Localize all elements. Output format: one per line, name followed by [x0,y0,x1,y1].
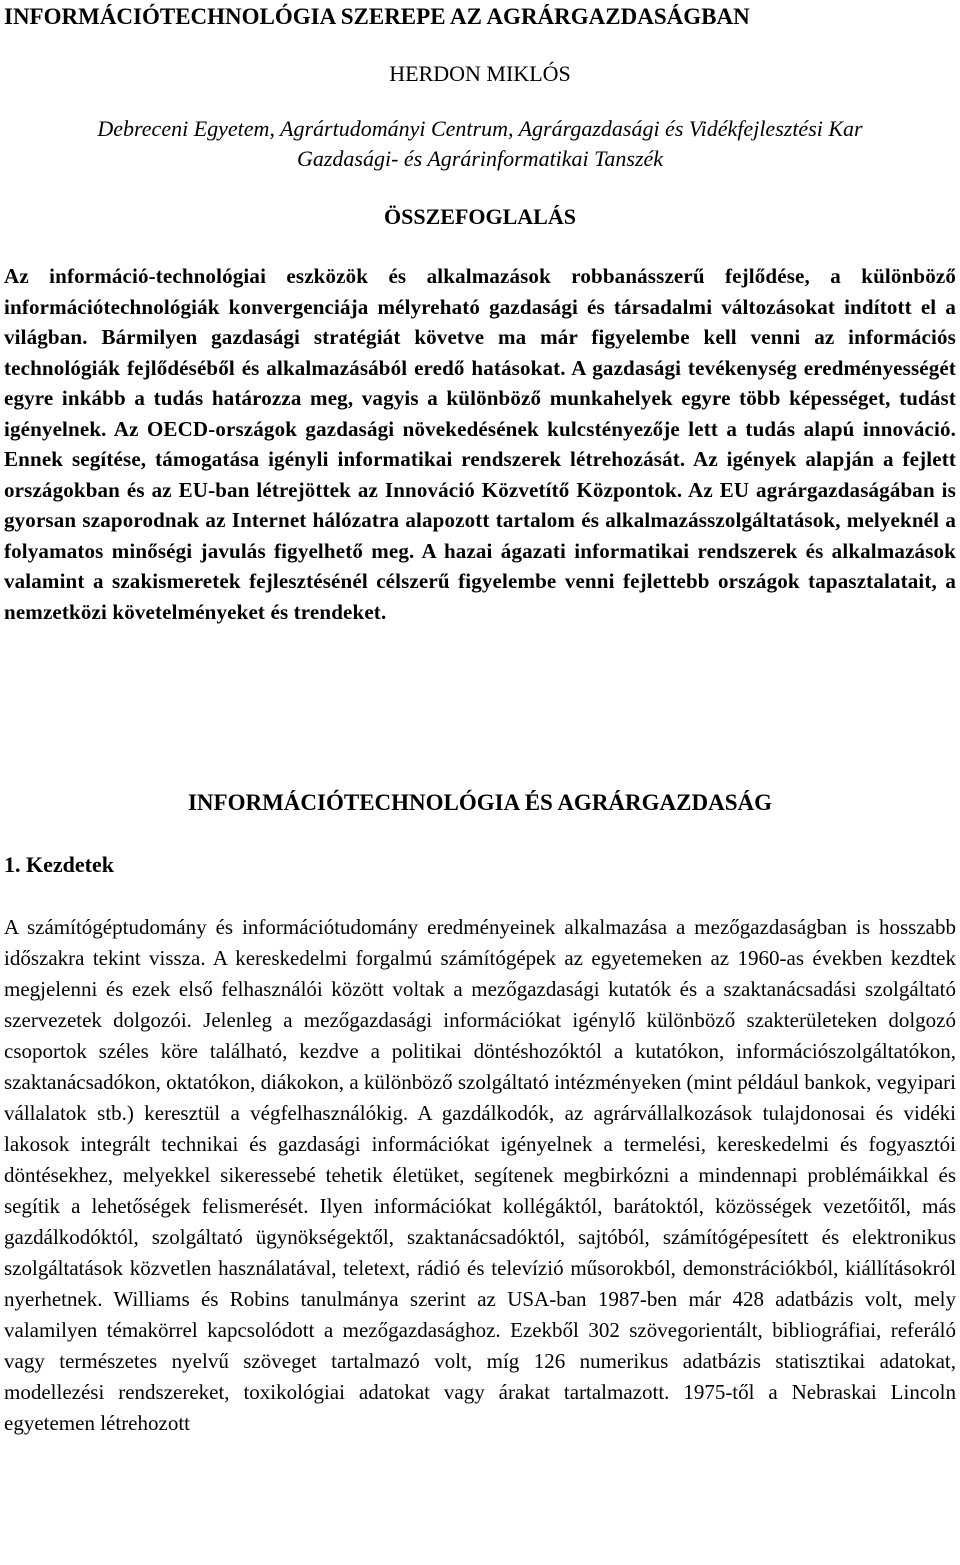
subsection-title: 1. Kezdetek [4,852,114,877]
paper-title: INFORMÁCIÓTECHNOLÓGIA SZEREPE AZ AGRÁRGAZDASÁGBAN [4,4,750,29]
section-title: INFORMÁCIÓTECHNOLÓGIA ÉS AGRÁRGAZDASÁG [187,790,773,815]
abstract-text: Az információ-technológiai eszközök és alkalmazások robbanásszerű fejlődése, a különböző információtechnológiák konvergenciája mélyreható gazdasági és társadalmi változásokat indított el a világban. Bármilyen gazdasági stratégiát követve ma már figyelembe kell venni az információs technológiák fejlődéséből és alkalmazásából eredő hatásokat. A gazdasági tevékenység eredményességét egyre inkább a tudás határozza meg, vagyis a különböző munkahelyek egyre több képességet, tudást igényelnek. Az OECD-országok gazdasági növekedésének kulcstényezője lett a tudás alapú innováció. Ennek segítése, támogatása igényli informatikai rendszerek létrehozását. Az igények alapján a fejlett országokban és az EU-ban létrejöttek az Innováció Közvetítő Központok. Az EU agrárgazdaságában is gyorsan szaporodnak az Internet hálózatra alapozott tartalom és alkalmazásszolgáltatások, melyeknél a folyamatos minőségi javulás figyelhető meg. A hazai ágazati informatikai rendszerek és alkalmazások valamint a szakismeretek fejlesztésénél célszerű figyelembe venni fejlettebb országok tapasztalatait, a nemzetközi követelményeket és trendeket. [4,264,956,624]
author-name: HERDON MIKLÓS [389,61,571,86]
body-paragraph: A számítógéptudomány és információtudomány eredményeinek alkalmazása a mezőgazdaságban is hosszabb időszakra tekint vissza. A kereskedelmi forgalmú számítógépek az egyetemeken az 1960-as években kezdtek megjelenni és ezek első felhasználói között voltak a mezőgazdasági kutatók és a szaktanácsadási szolgáltató szervezetek dolgozói. Jelenleg a mezőgazdasági információkat igénylő különböző szakterületeken dolgozó csoportok széles köre található, kezdve a politikai döntéshozóktól a kutatókon, információszolgáltatókon, szaktanácsadókon, oktatókon, diákokon, a különböző szolgáltató intézményeken (mint például bankok, vegyipari vállalatok stb.) keresztül a végfelhasználókig. A gazdálkodók, az agrárvállalkozások tulajdonosai és vidéki lakosok integrált technikai és gazdasági információkat igényelnek a termelési, kereskedelmi és fogyasztói döntésekhez, melyekkel sikeressebé tehetik életüket, segítenek megbirkózni a mindennapi problémáikkal és segítik a lehetőségek felismerését. Ilyen információkat kollégáktól, barátoktól, közösségek vezetőitől, más gazdálkodóktól, szolgáltató ügynökségektől, szaktanácsadóktól, sajtóból, számítógépesített és elektronikus szolgáltatások közvetlen használatával, teletext, rádió és televízió műsorokból, demonstrációkból, kiállításokról nyerhetnek. Williams és Robins tanulmánya szerint az USA-ban 1987-ben már 428 adatbázis volt, mely valamilyen témakörrel kapcsolódott a mezőgazdasághoz. Ezekből 302 szövegorientált, bibliográfiai, referáló vagy természetes nyelvű szöveget tartalmazó volt, míg 126 numerikus adatbázis statisztikai adatokat, modellezési rendszereket, toxikológiai adatokat vagy árakat tartalmazott. 1975-től a Nebraskai Lincoln egyetemen létrehozott [4,915,956,1435]
abstract-heading: ÖSSZEFOGLALÁS [384,204,576,229]
affiliation-line-2: Gazdasági- és Agrárinformatikai Tanszék [296,146,664,171]
author-affiliation [4,114,956,174]
affiliation-line-1: Debreceni Egyetem, Agrártudományi Centrum, Agrárgazdasági és Vidékfejlesztési Kar [97,116,863,141]
